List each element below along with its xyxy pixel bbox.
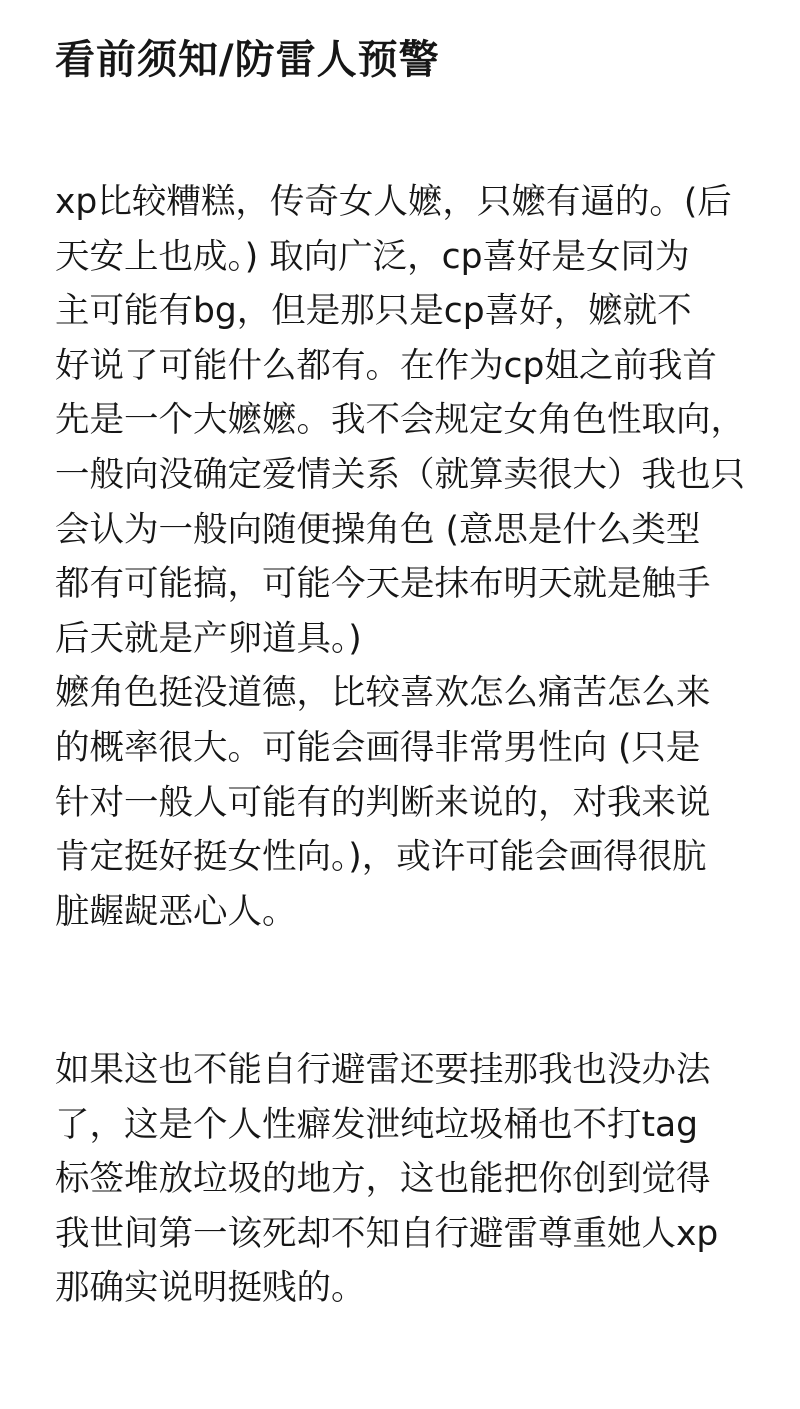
text-line: 针对一般人可能有的判断来说的，对我来说 (55, 782, 711, 823)
text-line: 的概率很大。可能会画得非常男性向 (只是 (55, 727, 701, 768)
text-line: 会认为一般向随便操角色 (意思是什么类型 (55, 509, 701, 550)
text-line: 标签堆放垃圾的地方，这也能把你创到觉得 (55, 1159, 711, 1200)
page-title: 看前须知/防雷人预警 (55, 37, 440, 83)
text-line: 主可能有bg，但是那只是cp喜好，嬷就不 (55, 291, 692, 332)
text-line: 后天就是产卵道具。) (55, 618, 362, 659)
paragraph-1 (55, 175, 748, 939)
text-line: xp比较糟糕，传奇女人嬷，只嬷有逼的。(后 (55, 182, 732, 222)
text-line: 天安上也成。) 取向广泛，cp喜好是女同为 (55, 236, 690, 277)
text-line: 那确实说明挺贱的。 (55, 1268, 366, 1309)
paragraph-2 (55, 1043, 748, 1316)
text-line: 一般向没确定爱情关系（就算卖很大）我也只 (55, 454, 745, 495)
text-line: 如果这也不能自行避雷还要挂那我也没办法 (55, 1050, 711, 1090)
text-line: 都有可能搞，可能今天是抹布明天就是触手 (55, 564, 711, 605)
text-line: 我世间第一该死却不知自行避雷尊重她人xp (55, 1213, 719, 1254)
text-line: 先是一个大嬷嬷。我不会规定女角色性取向， (55, 400, 745, 441)
text-line: 好说了可能什么都有。在作为cp姐之前我首 (55, 345, 717, 386)
text-line: 了，这是个人性癖发泄纯垃圾桶也不打tag (55, 1104, 699, 1145)
text-line: 脏龌龊恶心人。 (55, 891, 297, 932)
text-line: 嬷角色挺没道德，比较喜欢怎么痛苦怎么来 (55, 673, 711, 714)
text-line: 肯定挺好挺女性向。)，或许可能会画得很肮 (55, 837, 707, 878)
